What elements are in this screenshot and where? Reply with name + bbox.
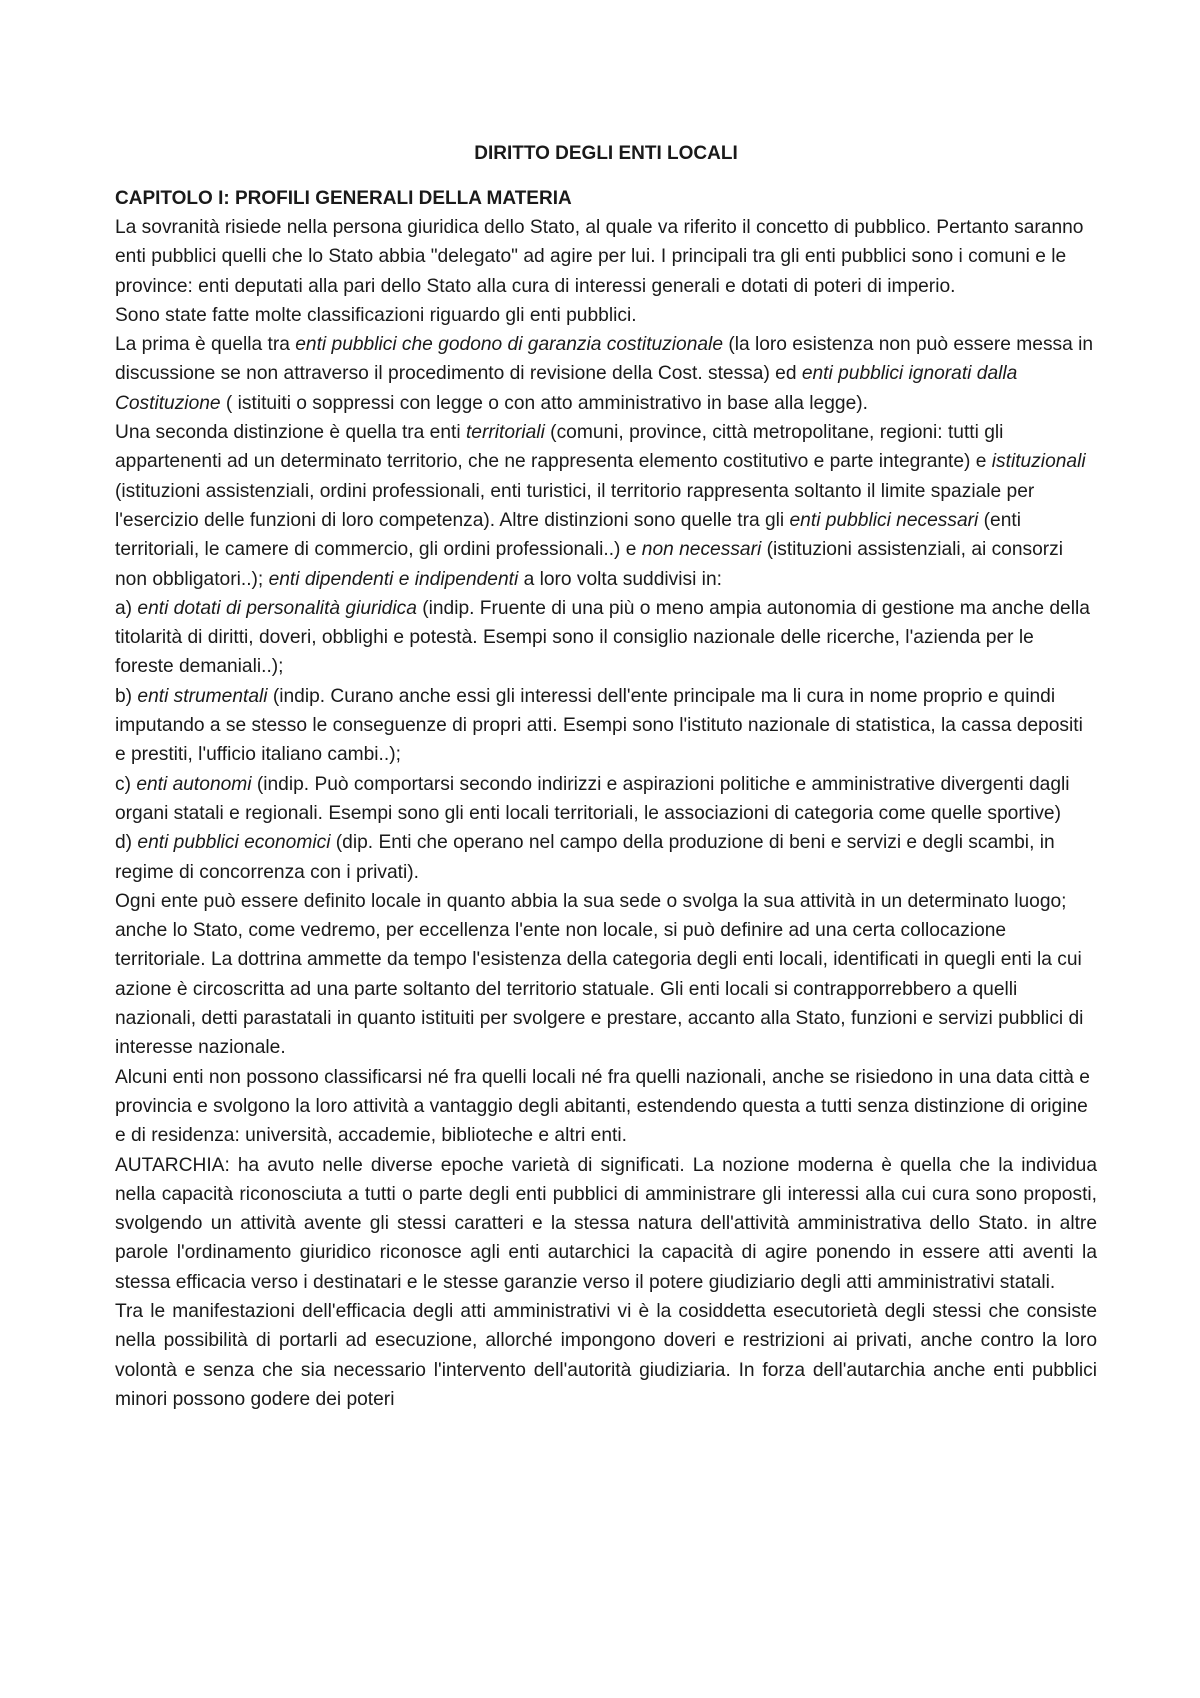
text-run: (indip. Fruente di una più o meno ampia autonomia di gestione ma anche della titolarità di diritti, doveri, obblighi e potestà. Esempi sono il consiglio nazionale delle ricerche, l'azienda per le foreste demaniali..); (115, 597, 1090, 678)
text-run: ( istituiti o soppressi con legge o con atto amministrativo in base alla legge). (220, 392, 868, 414)
document-body (115, 213, 1097, 1414)
list-marker: d) (115, 832, 138, 854)
text-run: La prima è quella tra (115, 334, 296, 356)
list-marker: a) (115, 597, 138, 619)
italic-term: enti strumentali (137, 685, 268, 707)
italic-term: enti pubblici ignorati dalla Costituzione (115, 363, 1018, 414)
text-run: (enti territoriali, le camere di commercio, gli ordini professionali..) e (115, 509, 1021, 561)
paragraph-seconda-distinzione (115, 418, 1097, 594)
list-item-a (115, 594, 1097, 682)
text-run: Una seconda distinzione è quella tra enti (115, 422, 466, 444)
text-run: (dip. Enti che operano nel campo della produzione di beni e servizi e degli scambi, in regime di concorrenza con i privati). (115, 832, 1055, 883)
paragraph-sovranita: La sovranità risiede nella persona giuridica dello Stato, al quale va riferito il concetto di pubblico. Pertanto saranno enti pubblici quelli che lo Stato abbia "delegato" ad agire per lui. I principali tra gli enti pubblici sono i comuni e le province: enti deputati alla pari dello Stato alla cura di interessi generali e dotati di poteri di imperio. (115, 217, 1084, 297)
paragraph-prima-distinzione (115, 330, 1097, 418)
italic-term: enti pubblici economici (137, 832, 331, 854)
list-item-c (115, 770, 1097, 829)
italic-term: enti dotati di personalità giuridica (137, 597, 417, 619)
list-marker: b) (115, 685, 138, 707)
paragraph-autarchia: AUTARCHIA: ha avuto nelle diverse epoche varietà di significati. La nozione moderna è quella che la individua nella capacità riconosciuta a tutti o parte degli enti pubblici di amministrare gli interessi alla cui cura sono proposti, svolgendo un attività avente gli stessi caratteri e la stessa natura dell'attività amministrativa dello Stato. in altre parole l'ordinamento giuridico riconosce agli enti autarchici la capacità di agire ponendo in essere atti aventi la stessa efficacia verso i destinatari e le stesse garanzie verso il potere giudiziario degli atti amministrativi statali. (115, 1154, 1097, 1293)
italic-term: non necessari (641, 539, 762, 561)
italic-term: enti autonomi (136, 773, 252, 795)
italic-term: enti dipendenti e indipendenti (268, 568, 519, 590)
paragraph-altri-enti: Alcuni enti non possono classificarsi né fra quelli locali né fra quelli nazionali, anche se risiedono in una data città e provincia e svolgono la loro attività a vantaggio degli abitanti, estendendo questa a tutti senza distinzione di origine e di residenza: università, accademie, biblioteche e altri enti. (115, 1066, 1090, 1147)
text-run: a loro volta suddivisi in: (518, 568, 722, 590)
italic-term: enti pubblici necessari (789, 509, 979, 531)
italic-term: territoriali (465, 422, 545, 444)
text-run: (comuni, province, città metropolitane, regioni: tutti gli appartenenti ad un determinato territorio, che ne rappresenta elemento costitutivo e parte integrante) e (115, 422, 1004, 473)
list-marker: c) (115, 773, 137, 795)
text-run: (indip. Curano anche essi gli interessi dell'ente principale ma li cura in nome proprio e quindi imputando a se stesso le conseguenze di propri atti. Esempi sono l'istituto nazionale di statistica, la cassa depositi e prestiti, l'ufficio italiano cambi..); (115, 685, 1083, 766)
chapter-heading: CAPITOLO I: PROFILI GENERALI DELLA MATERIA (115, 188, 572, 209)
document-title: DIRITTO DEGLI ENTI LOCALI (474, 143, 738, 164)
italic-term: istituzionali (991, 451, 1086, 473)
text-run: (la loro esistenza non può essere messa in discussione se non attraverso il procedimento di revisione della Cost. stessa) ed (115, 334, 1094, 385)
text-run: (istituzioni assistenziali, ai consorzi non obbligatori..); (115, 539, 1064, 590)
italic-term: enti pubblici che godono di garanzia costituzionale (295, 334, 723, 356)
paragraph-classificazioni: Sono state fatte molte classificazioni riguardo gli enti pubblici. (115, 304, 637, 326)
list-item-b (115, 682, 1097, 770)
list-item-d (115, 828, 1097, 887)
paragraph-enti-locali: Ogni ente può essere definito locale in quanto abbia la sua sede o svolga la sua attività in un determinato luogo; anche lo Stato, come vedremo, per eccellenza l'ente non locale, si può definire ad una certa collocazione territoriale. La dottrina ammette da tempo l'esistenza della categoria degli enti locali, identificati in quegli enti la cui azione è circoscritta ad una parte soltanto del territorio statuale. Gli enti locali si contrapporrebbero a quelli nazionali, detti parastatali in quanto istituiti per svolgere e prestare, accanto alla Stato, funzioni e servizi pubblici di interesse nazionale. (115, 890, 1084, 1059)
paragraph-esecutorieta: Tra le manifestazioni dell'efficacia degli atti amministrativi vi è la cosiddetta esecutorietà degli stessi che consiste nella possibilità di portarli ad esecuzione, allorché impongono doveri e restrizioni ai privati, anche contro la loro volontà e senza che sia necessario l'intervento dell'autorità giudiziaria. In forza dell'autarchia anche enti pubblici minori possono godere dei poteri (115, 1300, 1097, 1410)
text-run: (istituzioni assistenziali, ordini professionali, enti turistici, il territorio rappresenta soltanto il limite spaziale per l'esercizio delle funzioni di loro competenza). Altre distinzioni sono quelle tra gli (115, 480, 1035, 531)
text-run: (indip. Può comportarsi secondo indirizzi e aspirazioni politiche e amministrative divergenti dagli organi statali e regionali. Esempi sono gli enti locali territoriali, le associazioni di categoria come quelle sportive) (115, 773, 1070, 824)
